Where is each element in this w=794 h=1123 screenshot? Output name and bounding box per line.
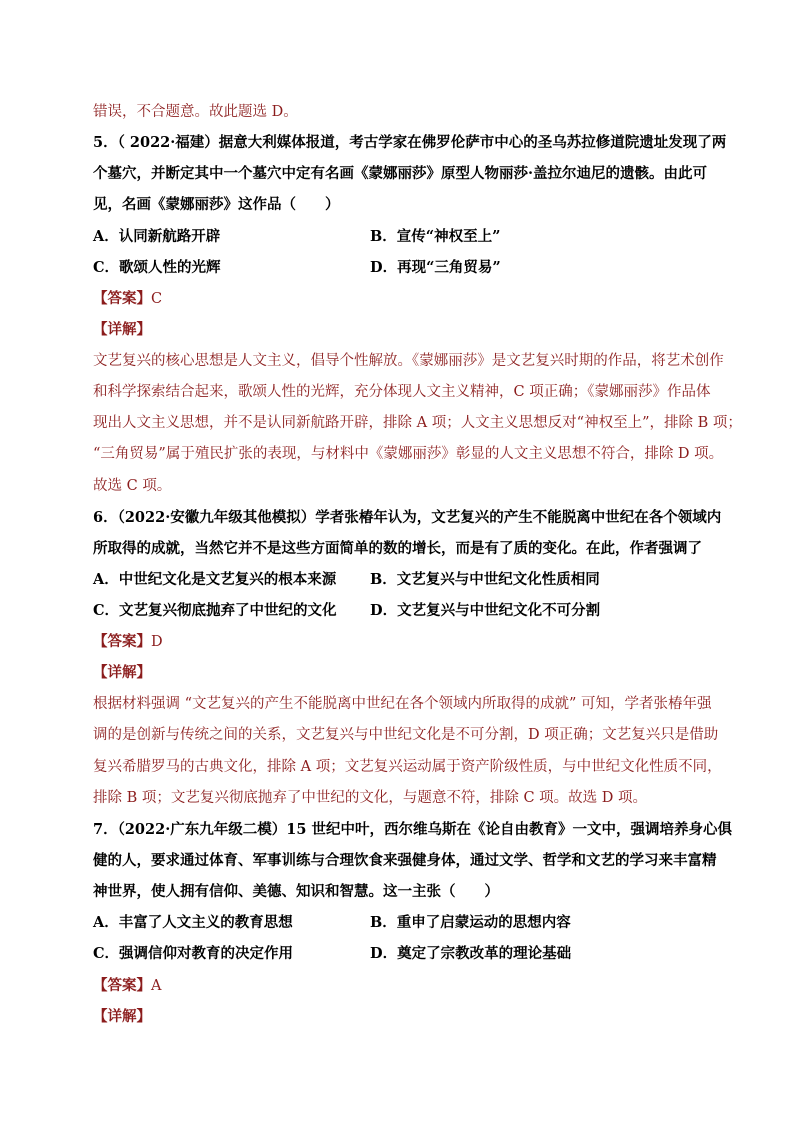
option-b: B．文艺复兴与中世纪文化性质相同 bbox=[370, 571, 600, 588]
answer-value: A bbox=[151, 978, 162, 994]
detail-line: 现出人文主义思想，并不是认同新航路开辟，排除 A 项；人文主义思想反对“神权至上”，排除 B 项； bbox=[93, 415, 742, 431]
option-d: D．文艺复兴与中世纪文化不可分割 bbox=[370, 602, 601, 619]
question-stem-line: 健的人，要求通过体育、军事训练与合理饮食来强健身体，通过文学、哲学和文艺的学习来丰富精 bbox=[93, 852, 717, 869]
detail-line: 和科学探索结合起来，歌颂人性的光辉，充分体现人文主义精神，C 项正确；《蒙娜丽莎》作品体 bbox=[93, 384, 711, 400]
option-b: B．宣传“神权至上” bbox=[370, 228, 501, 245]
option-a: A．丰富了人文主义的教育思想 bbox=[93, 914, 293, 931]
detail-label: 【详解】 bbox=[93, 1008, 151, 1025]
option-a: A．中世纪文化是文艺复兴的根本来源 bbox=[93, 571, 337, 588]
answer-row bbox=[93, 632, 163, 652]
option-c: C．歌颂人性的光辉 bbox=[93, 259, 221, 276]
answer-label: 【答案】 bbox=[93, 290, 151, 307]
question-stem-line: 6．（2022·安徽九年级其他模拟）学者张椿年认为，文艺复兴的产生不能脱离中世纪在各个领域内 bbox=[93, 509, 722, 526]
detail-line: 故选 C 项。 bbox=[93, 478, 172, 494]
option-d: D．奠定了宗教改革的理论基础 bbox=[370, 945, 572, 962]
question-stem-line: 神世界，使人拥有信仰、美德、知识和智慧。这一主张（ ） bbox=[93, 883, 499, 900]
answer-value: D bbox=[151, 634, 163, 650]
question-stem-line: 个墓穴，并断定其中一个墓穴中定有名画《蒙娜丽莎》原型人物丽莎·盖拉尔迪尼的遗骸。由此可 bbox=[93, 165, 708, 182]
detail-label: 【详解】 bbox=[93, 321, 151, 338]
detail-line: 调的是创新与传统之间的关系，文艺复兴与中世纪文化是不可分割，D 项正确；文艺复兴只是借助 bbox=[93, 727, 719, 743]
answer-row bbox=[93, 976, 161, 996]
option-c: C．强调信仰对教育的决定作用 bbox=[93, 945, 294, 962]
detail-label: 【详解】 bbox=[93, 664, 151, 681]
option-d: D．再现“三角贸易” bbox=[370, 259, 501, 276]
answer-value: C bbox=[151, 291, 163, 307]
option-c: C．文艺复兴彻底抛弃了中世纪的文化 bbox=[93, 602, 337, 619]
question-stem-line: 5．（ 2022·福建）据意大利媒体报道，考古学家在佛罗伦萨市中心的圣乌苏拉修道院遗址发现了两 bbox=[93, 134, 727, 151]
detail-line: 文艺复兴的核心思想是人文主义，倡导个性解放。《蒙娜丽莎》是文艺复兴时期的作品，将艺术创作 bbox=[93, 353, 724, 369]
detail-line: 根据材料强调 “文艺复兴的产生不能脱离中世纪在各个领域内所取得的成就” 可知，学者张椿年强 bbox=[93, 696, 712, 712]
answer-label: 【答案】 bbox=[93, 633, 151, 650]
option-a: A．认同新航路开辟 bbox=[93, 228, 221, 245]
question-stem-line: 见，名画《蒙娜丽莎》这作品（ ） bbox=[93, 196, 340, 213]
question-stem-line: 所取得的成就，当然它并不是这些方面简单的数的增长，而是有了质的变化。在此，作者强调了 bbox=[93, 540, 702, 557]
option-b: B．重申了启蒙运动的思想内容 bbox=[370, 914, 571, 931]
detail-line: “三角贸易”属于殖民扩张的表现，与材料中《蒙娜丽莎》彰显的人文主义思想不符合，排除 D 项。 bbox=[93, 446, 724, 462]
answer-label: 【答案】 bbox=[93, 977, 151, 994]
previous-answer-tail: 错误，不合题意。故此题选 D。 bbox=[93, 104, 298, 120]
question-stem-line: 7．（2022·广东九年级二模）15 世纪中叶，西尔维乌斯在《论自由教育》一文中，强调培养身心俱 bbox=[93, 821, 732, 838]
answer-row bbox=[93, 289, 162, 309]
detail-line: 排除 B 项；文艺复兴彻底抛弃了中世纪的文化，与题意不符，排除 C 项。故选 D 项。 bbox=[93, 790, 648, 806]
detail-line: 复兴希腊罗马的古典文化，排除 A 项；文艺复兴运动属于资产阶级性质，与中世纪文化性质不同， bbox=[93, 759, 722, 775]
